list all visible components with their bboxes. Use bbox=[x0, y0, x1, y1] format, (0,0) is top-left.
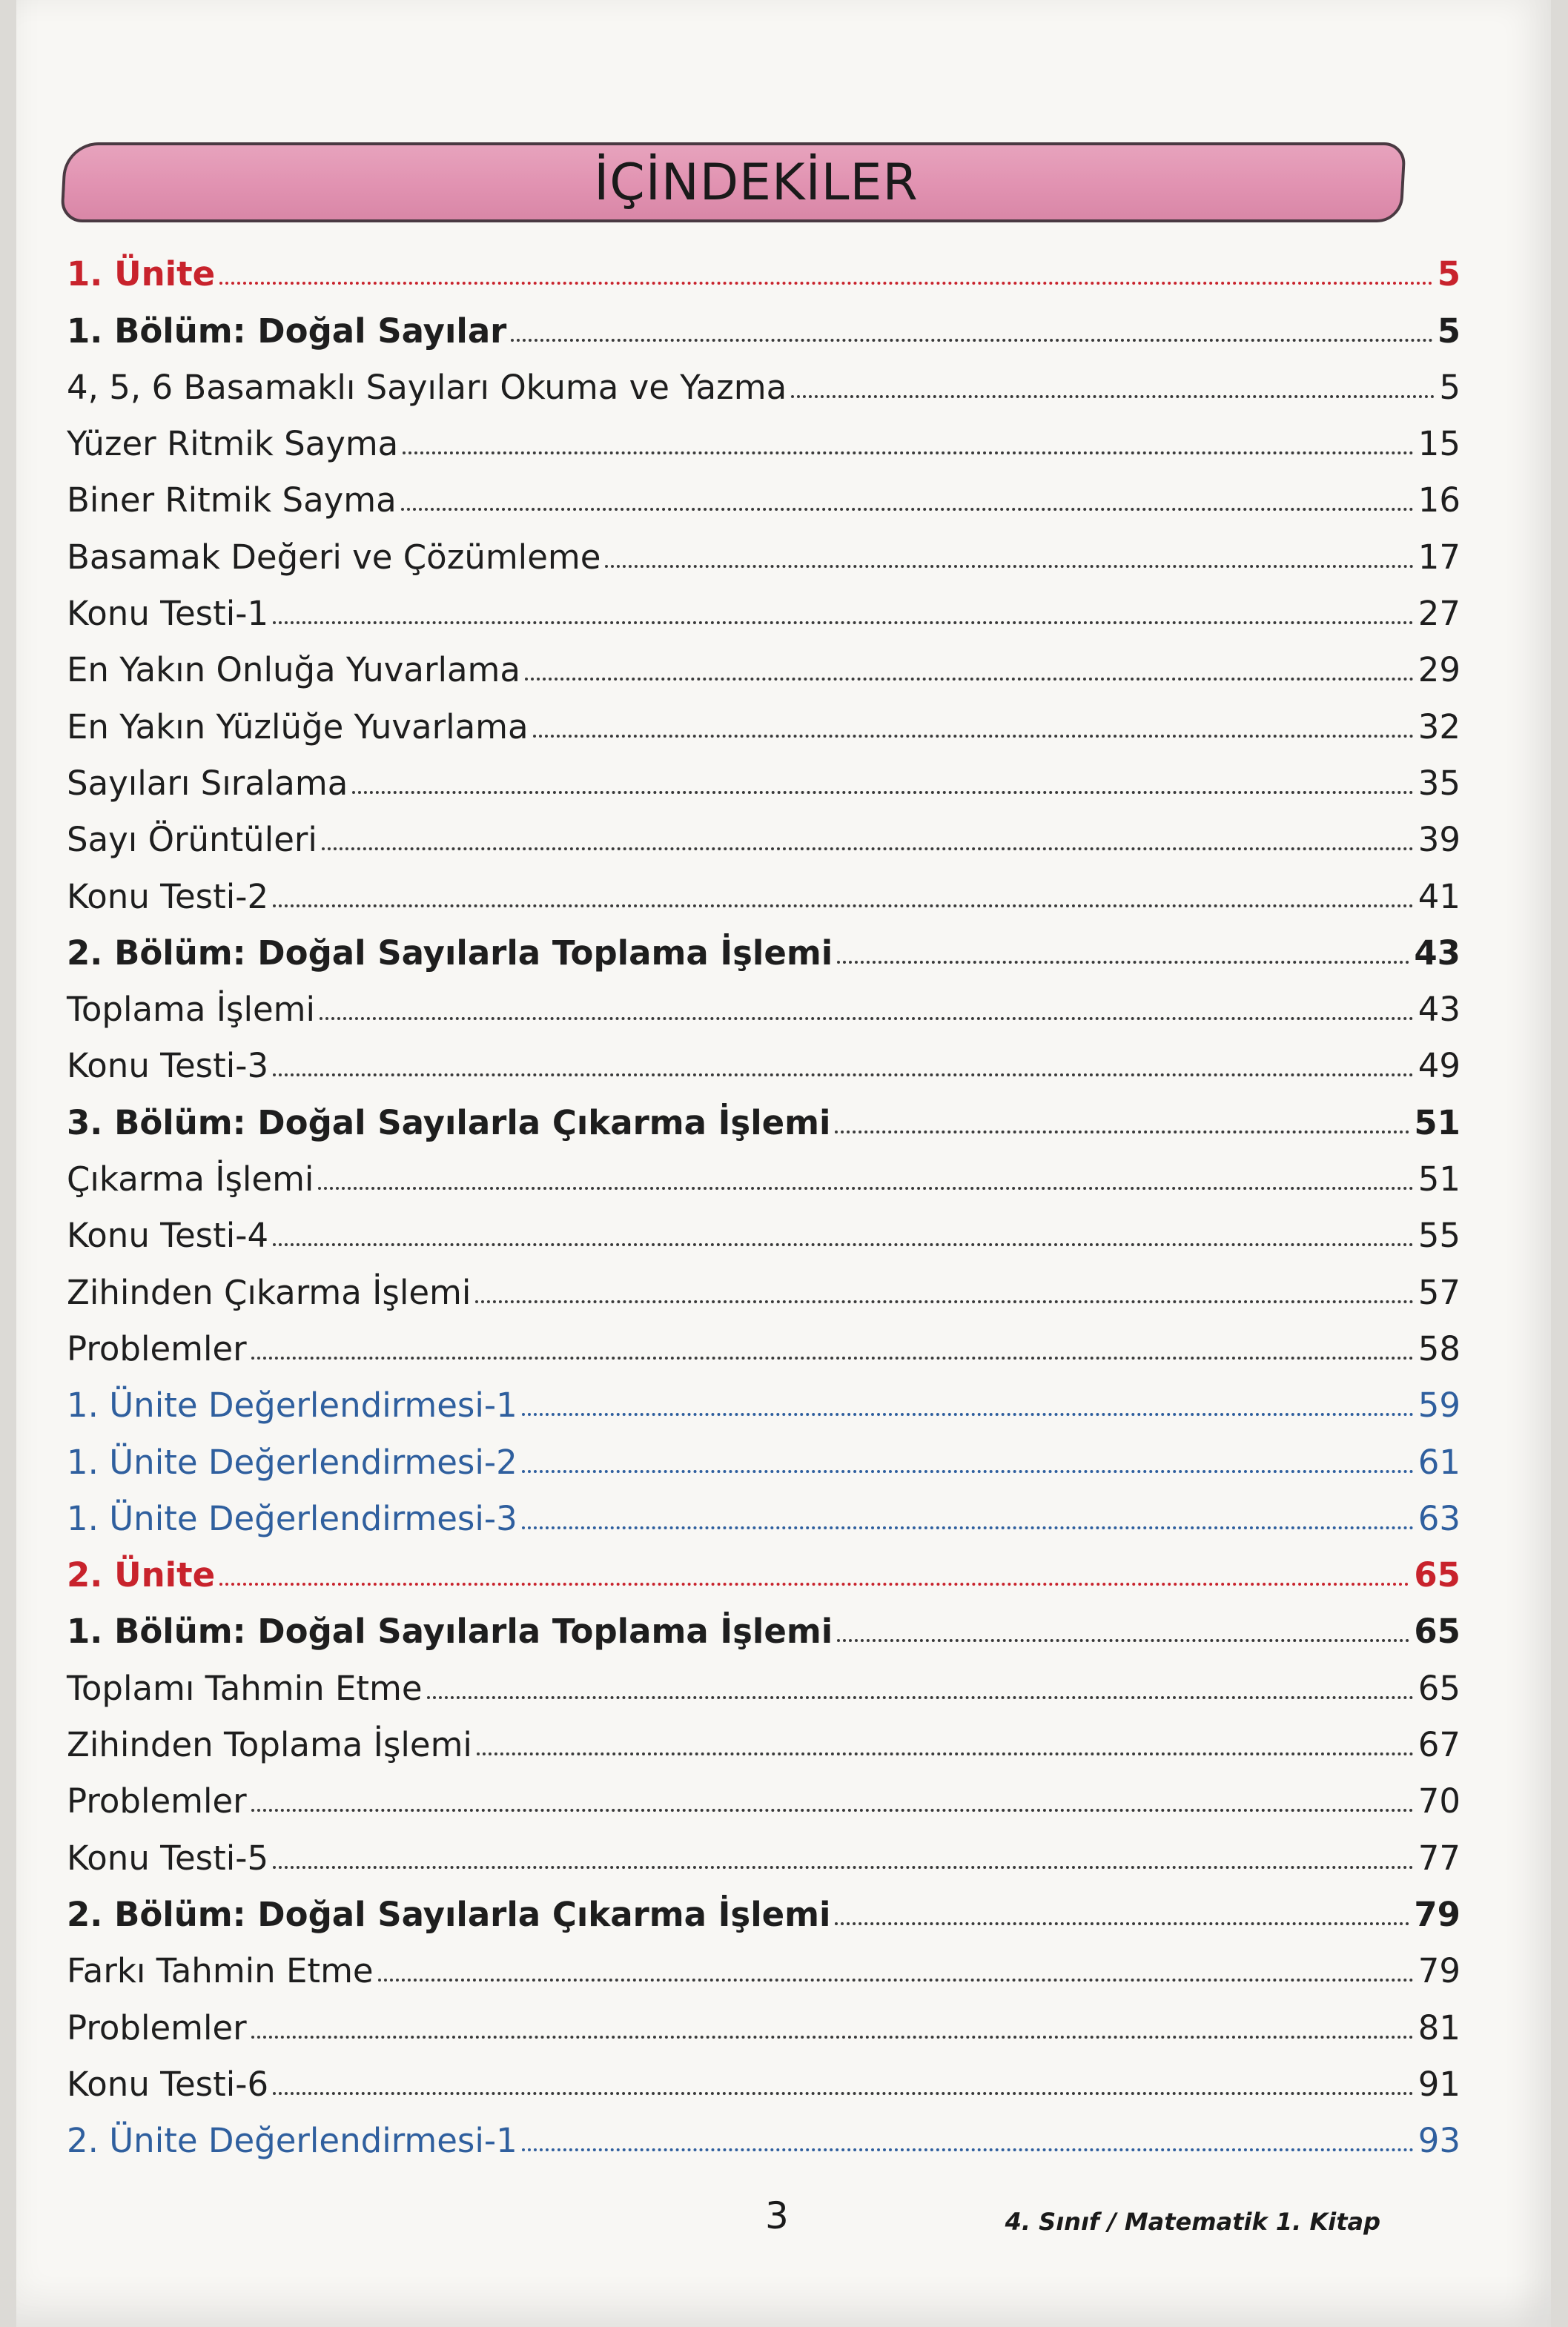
toc-entry-page: 65 bbox=[1414, 1612, 1461, 1652]
toc-entry-page: 41 bbox=[1418, 876, 1461, 916]
page-title: İÇİNDEKİLER bbox=[594, 153, 919, 212]
toc-entry-title: Biner Ritmik Sayma bbox=[67, 480, 397, 520]
dot-leader bbox=[533, 734, 1414, 738]
dot-leader bbox=[522, 1412, 1414, 1416]
dot-leader bbox=[835, 1921, 1409, 1925]
toc-entry-title: 1. Ünite Değerlendirmesi-2 bbox=[67, 1442, 517, 1482]
toc-entry bbox=[67, 1029, 1461, 1085]
toc-entry bbox=[67, 1595, 1461, 1651]
toc-entry bbox=[67, 1142, 1461, 1199]
toc-entry-title: Toplamı Tahmin Etme bbox=[67, 1668, 423, 1708]
toc-entry-page: 59 bbox=[1418, 1386, 1461, 1426]
toc-entry-title: Yüzer Ritmik Sayma bbox=[67, 424, 399, 464]
toc-entry-title: 1. Ünite bbox=[67, 254, 216, 294]
toc-entry-title: Zihinden Toplama İşlemi bbox=[67, 1725, 472, 1765]
dot-leader bbox=[401, 507, 1414, 511]
toc-entry bbox=[67, 2048, 1461, 2104]
toc-entry-title: 2. Bölüm: Doğal Sayılarla Çıkarma İşlemi bbox=[67, 1894, 831, 1934]
toc-entry-title: Toplama İşlemi bbox=[67, 990, 315, 1030]
toc-entry bbox=[67, 1708, 1461, 1764]
toc-entry-page: 81 bbox=[1418, 2007, 1461, 2048]
toc-entry bbox=[67, 1878, 1461, 1934]
toc-entry-page: 5 bbox=[1437, 311, 1461, 351]
toc-entry-page: 55 bbox=[1418, 1216, 1461, 1256]
toc-entry-title: En Yakın Onluğa Yuvarlama bbox=[67, 650, 520, 690]
dot-leader bbox=[273, 2091, 1414, 2095]
toc-entry-title: 1. Bölüm: Doğal Sayılarla Toplama İşlemi bbox=[67, 1612, 833, 1652]
toc-entry-page: 65 bbox=[1418, 1668, 1461, 1708]
toc-entry-page: 17 bbox=[1418, 537, 1461, 577]
toc-entry-title: 1. Ünite Değerlendirmesi-3 bbox=[67, 1498, 517, 1538]
toc-entry bbox=[67, 463, 1461, 520]
toc-entry-page: 15 bbox=[1418, 424, 1461, 464]
toc-entry-title: Problemler bbox=[67, 2007, 247, 2048]
toc-entry-page: 70 bbox=[1418, 1781, 1461, 1821]
dot-leader bbox=[273, 620, 1414, 624]
toc-entry bbox=[67, 689, 1461, 746]
dot-leader bbox=[318, 1186, 1413, 1190]
dot-leader bbox=[791, 394, 1435, 398]
toc-entry-page: 43 bbox=[1418, 990, 1461, 1030]
dot-leader bbox=[251, 1808, 1414, 1812]
toc-entry-page: 16 bbox=[1418, 480, 1461, 520]
dot-leader bbox=[837, 1638, 1409, 1642]
toc-entry-page: 63 bbox=[1418, 1498, 1461, 1538]
toc-entry bbox=[67, 1651, 1461, 1707]
toc-entry bbox=[67, 1425, 1461, 1481]
toc-entry-title: Problemler bbox=[67, 1781, 247, 1821]
dot-leader bbox=[511, 338, 1432, 342]
toc-entry bbox=[67, 916, 1461, 973]
dot-leader bbox=[273, 1242, 1414, 1246]
dot-leader bbox=[219, 281, 1433, 285]
dot-leader bbox=[378, 1978, 1414, 1982]
toc-entry-title: 4, 5, 6 Basamaklı Sayıları Okuma ve Yazma bbox=[67, 367, 787, 407]
toc-entry-title: Konu Testi-1 bbox=[67, 594, 269, 634]
toc-entry-title: Zihinden Çıkarma İşlemi bbox=[67, 1272, 472, 1312]
dot-leader bbox=[477, 1752, 1414, 1755]
toc-entry-page: 51 bbox=[1414, 1102, 1461, 1142]
toc-entry-title: 2. Ünite Değerlendirmesi-1 bbox=[67, 2121, 517, 2161]
toc-entry-page: 43 bbox=[1414, 933, 1461, 973]
toc-entry bbox=[67, 294, 1461, 350]
toc-entry bbox=[67, 803, 1461, 859]
dot-leader bbox=[475, 1300, 1413, 1303]
book-page bbox=[16, 0, 1551, 2327]
toc-entry-title: Çıkarma İşlemi bbox=[67, 1159, 314, 1199]
toc-entry-title: 1. Ünite Değerlendirmesi-1 bbox=[67, 1386, 517, 1426]
toc-entry bbox=[67, 1255, 1461, 1311]
toc-entry-page: 67 bbox=[1418, 1725, 1461, 1765]
toc-entry-page: 93 bbox=[1418, 2121, 1461, 2161]
table-of-contents bbox=[67, 237, 1461, 2160]
dot-leader bbox=[522, 2148, 1414, 2151]
toc-entry-page: 49 bbox=[1418, 1046, 1461, 1086]
page-number: 3 bbox=[765, 2194, 789, 2237]
toc-entry-title: 1. Bölüm: Doğal Sayılar bbox=[67, 311, 507, 351]
toc-entry-title: Konu Testi-4 bbox=[67, 1216, 269, 1256]
toc-entry-title: Basamak Değeri ve Çözümleme bbox=[67, 537, 601, 577]
toc-entry bbox=[67, 351, 1461, 407]
toc-entry-page: 91 bbox=[1418, 2064, 1461, 2104]
toc-entry-title: Farkı Tahmin Etme bbox=[67, 1951, 374, 1991]
toc-entry bbox=[67, 1368, 1461, 1425]
toc-entry bbox=[67, 1312, 1461, 1368]
toc-entry-title: 3. Bölüm: Doğal Sayılarla Çıkarma İşlemi bbox=[67, 1102, 831, 1142]
toc-entry-title: Konu Testi-6 bbox=[67, 2064, 269, 2104]
toc-entry bbox=[67, 859, 1461, 916]
toc-entry bbox=[67, 2104, 1461, 2160]
toc-entry-title: 2. Ünite bbox=[67, 1555, 216, 1595]
toc-entry bbox=[67, 1821, 1461, 1877]
toc-entry bbox=[67, 407, 1461, 463]
toc-entry-page: 5 bbox=[1439, 367, 1461, 407]
toc-entry-page: 58 bbox=[1418, 1328, 1461, 1368]
toc-entry-page: 57 bbox=[1418, 1272, 1461, 1312]
toc-entry bbox=[67, 1199, 1461, 1255]
toc-entry-page: 32 bbox=[1418, 706, 1461, 747]
dot-leader bbox=[273, 904, 1414, 907]
toc-entry bbox=[67, 1085, 1461, 1142]
toc-entry-title: 2. Bölüm: Doğal Sayılarla Toplama İşlemi bbox=[67, 933, 833, 973]
toc-entry-page: 51 bbox=[1418, 1159, 1461, 1199]
dot-leader bbox=[219, 1582, 1409, 1586]
dot-leader bbox=[522, 1469, 1414, 1473]
toc-entry-page: 79 bbox=[1414, 1894, 1461, 1934]
toc-entry-page: 65 bbox=[1414, 1555, 1461, 1595]
toc-entry-page: 39 bbox=[1418, 820, 1461, 860]
dot-leader bbox=[403, 451, 1413, 454]
dot-leader bbox=[251, 2035, 1414, 2039]
toc-entry bbox=[67, 633, 1461, 689]
toc-entry-title: En Yakın Yüzlüğe Yuvarlama bbox=[67, 706, 529, 747]
toc-entry-title: Sayı Örüntüleri bbox=[67, 820, 317, 860]
toc-entry-page: 5 bbox=[1437, 254, 1461, 294]
dot-leader bbox=[251, 1356, 1414, 1360]
toc-entry bbox=[67, 1482, 1461, 1538]
book-title: 4. Sınıf / Matematik 1. Kitap bbox=[1005, 2208, 1380, 2236]
toc-entry-title: Sayıları Sıralama bbox=[67, 763, 348, 803]
dot-leader bbox=[522, 1526, 1414, 1529]
toc-entry-title: Problemler bbox=[67, 1328, 247, 1368]
dot-leader bbox=[605, 564, 1413, 568]
toc-entry bbox=[67, 577, 1461, 633]
toc-entry-page: 27 bbox=[1418, 594, 1461, 634]
toc-entry-title: Konu Testi-2 bbox=[67, 876, 269, 916]
dot-leader bbox=[835, 1130, 1409, 1133]
dot-leader bbox=[427, 1695, 1414, 1699]
dot-leader bbox=[273, 1073, 1414, 1076]
dot-leader bbox=[273, 1865, 1414, 1869]
toc-entry-page: 61 bbox=[1418, 1442, 1461, 1482]
toc-entry-page: 29 bbox=[1418, 650, 1461, 690]
dot-leader bbox=[322, 847, 1414, 850]
dot-leader bbox=[525, 677, 1414, 681]
toc-entry bbox=[67, 1934, 1461, 1990]
toc-entry bbox=[67, 520, 1461, 576]
toc-entry bbox=[67, 1764, 1461, 1821]
dot-leader bbox=[352, 790, 1413, 794]
toc-entry bbox=[67, 973, 1461, 1029]
toc-entry-page: 77 bbox=[1418, 1838, 1461, 1878]
toc-entry bbox=[67, 1990, 1461, 2047]
toc-entry bbox=[67, 747, 1461, 803]
dot-leader bbox=[320, 1016, 1414, 1020]
toc-entry-page: 79 bbox=[1418, 1951, 1461, 1991]
toc-entry-title: Konu Testi-3 bbox=[67, 1046, 269, 1086]
toc-entry-page: 35 bbox=[1418, 763, 1461, 803]
toc-entry bbox=[67, 237, 1461, 294]
toc-entry bbox=[67, 1538, 1461, 1595]
toc-entry-title: Konu Testi-5 bbox=[67, 1838, 269, 1878]
dot-leader bbox=[837, 960, 1409, 964]
